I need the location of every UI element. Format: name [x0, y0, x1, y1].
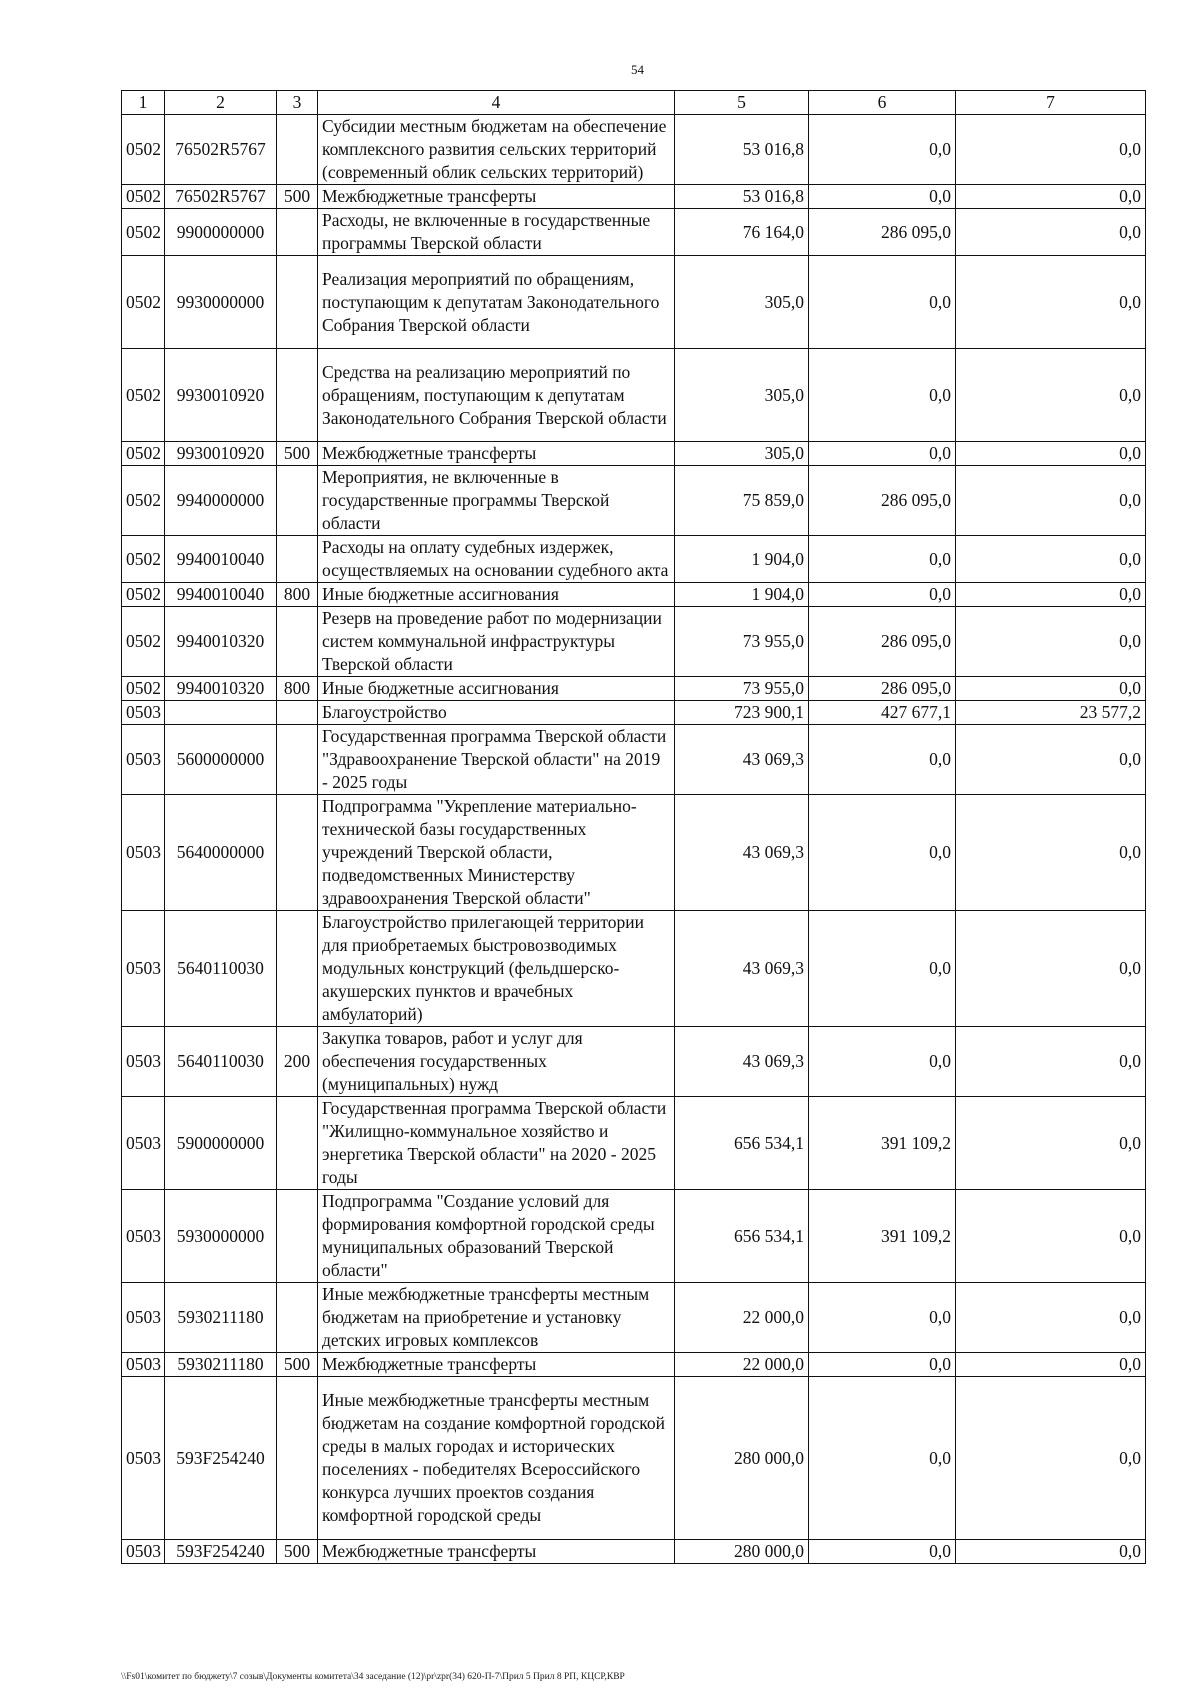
value-col7-cell: 0,0 [956, 583, 1146, 607]
col-header: 1 [122, 91, 165, 115]
target-article-cell: 5600000000 [165, 725, 277, 795]
table-row [122, 466, 1146, 536]
value-col6-cell: 0,0 [809, 1283, 956, 1353]
budget-table [121, 90, 1146, 1564]
item-name-cell: Подпрограмма "Создание условий для формирования комфортной городской среды муниципальных образований Тверской области" [318, 1190, 675, 1283]
item-name-cell: Субсидии местным бюджетам на обеспечение комплексного развития сельских территорий (современный облик сельских территорий) [318, 115, 675, 185]
value-col5-cell: 280 000,0 [675, 1377, 809, 1540]
section-code-cell: 0503 [122, 1027, 165, 1097]
section-code-cell: 0503 [122, 725, 165, 795]
item-name-cell: Иные бюджетные ассигнования [318, 677, 675, 701]
value-col6-cell: 0,0 [809, 1540, 956, 1564]
item-name-cell: Иные бюджетные ассигнования [318, 583, 675, 607]
value-col6-cell: 0,0 [809, 1027, 956, 1097]
target-article-cell: 9940010320 [165, 607, 277, 677]
target-article-cell: 5640110030 [165, 1027, 277, 1097]
value-col6-cell: 286 095,0 [809, 607, 956, 677]
table-row [122, 701, 1146, 725]
value-col7-cell: 0,0 [956, 256, 1146, 349]
value-col6-cell: 286 095,0 [809, 677, 956, 701]
target-article-cell: 76502R5767 [165, 115, 277, 185]
value-col6-cell: 0,0 [809, 1377, 956, 1540]
value-col7-cell: 0,0 [956, 1540, 1146, 1564]
section-code-cell: 0502 [122, 466, 165, 536]
value-col6-cell: 391 109,2 [809, 1190, 956, 1283]
table-body [122, 115, 1146, 1564]
expense-type-cell [277, 1097, 318, 1190]
section-code-cell: 0503 [122, 701, 165, 725]
value-col7-cell: 0,0 [956, 536, 1146, 583]
item-name-cell: Иные межбюджетные трансферты местным бюджетам на приобретение и установку детских игровых комплексов [318, 1283, 675, 1353]
value-col7-cell: 0,0 [956, 1097, 1146, 1190]
value-col7-cell: 0,0 [956, 1353, 1146, 1377]
section-code-cell: 0502 [122, 185, 165, 209]
value-col5-cell: 656 534,1 [675, 1097, 809, 1190]
item-name-cell: Государственная программа Тверской области "Жилищно-коммунальное хозяйство и энергетика Тверской области" на 2020 - 2025 годы [318, 1097, 675, 1190]
expense-type-cell: 800 [277, 677, 318, 701]
section-code-cell: 0502 [122, 442, 165, 466]
value-col7-cell: 0,0 [956, 1377, 1146, 1540]
item-name-cell: Межбюджетные трансферты [318, 185, 675, 209]
section-code-cell: 0503 [122, 1353, 165, 1377]
value-col6-cell: 286 095,0 [809, 466, 956, 536]
table-row [122, 1353, 1146, 1377]
target-article-cell: 9930010920 [165, 442, 277, 466]
section-code-cell: 0503 [122, 1540, 165, 1564]
value-col5-cell: 43 069,3 [675, 1027, 809, 1097]
section-code-cell: 0503 [122, 1190, 165, 1283]
table-row [122, 1027, 1146, 1097]
value-col7-cell: 23 577,2 [956, 701, 1146, 725]
value-col6-cell: 391 109,2 [809, 1097, 956, 1190]
target-article-cell: 9940000000 [165, 466, 277, 536]
value-col5-cell: 1 904,0 [675, 536, 809, 583]
value-col7-cell: 0,0 [956, 466, 1146, 536]
value-col5-cell: 43 069,3 [675, 911, 809, 1027]
value-col6-cell: 0,0 [809, 115, 956, 185]
item-name-cell: Подпрограмма "Укрепление материально-технической базы государственных учреждений Тверской области, подведомственных Министерству здравоохранения Тверской области" [318, 795, 675, 911]
value-col7-cell: 0,0 [956, 115, 1146, 185]
expense-type-cell [277, 466, 318, 536]
value-col5-cell: 22 000,0 [675, 1353, 809, 1377]
item-name-cell: Закупка товаров, работ и услуг для обеспечения государственных (муниципальных) нужд [318, 1027, 675, 1097]
value-col6-cell: 0,0 [809, 795, 956, 911]
value-col6-cell: 0,0 [809, 583, 956, 607]
target-article-cell [165, 701, 277, 725]
expense-type-cell: 200 [277, 1027, 318, 1097]
table-row [122, 1097, 1146, 1190]
value-col7-cell: 0,0 [956, 677, 1146, 701]
expense-type-cell [277, 1377, 318, 1540]
table-row [122, 607, 1146, 677]
table-row [122, 209, 1146, 256]
col-header: 6 [809, 91, 956, 115]
expense-type-cell [277, 209, 318, 256]
target-article-cell: 593F254240 [165, 1540, 277, 1564]
expense-type-cell [277, 701, 318, 725]
table-row [122, 911, 1146, 1027]
expense-type-cell [277, 115, 318, 185]
section-code-cell: 0503 [122, 1377, 165, 1540]
item-name-cell: Средства на реализацию мероприятий по обращениям, поступающим к депутатам Законодательного Собрания Тверской области [318, 349, 675, 442]
value-col7-cell: 0,0 [956, 349, 1146, 442]
expense-type-cell: 500 [277, 1540, 318, 1564]
section-code-cell: 0503 [122, 1097, 165, 1190]
item-name-cell: Реализация мероприятий по обращениям, поступающим к депутатам Законодательного Собрания Тверской области [318, 256, 675, 349]
value-col7-cell: 0,0 [956, 607, 1146, 677]
col-header: 2 [165, 91, 277, 115]
value-col6-cell: 0,0 [809, 1353, 956, 1377]
expense-type-cell [277, 536, 318, 583]
col-header: 4 [318, 91, 675, 115]
table-row [122, 1377, 1146, 1540]
value-col7-cell: 0,0 [956, 209, 1146, 256]
expense-type-cell [277, 725, 318, 795]
item-name-cell: Мероприятия, не включенные в государственные программы Тверской области [318, 466, 675, 536]
target-article-cell: 593F254240 [165, 1377, 277, 1540]
target-article-cell: 5930211180 [165, 1283, 277, 1353]
section-code-cell: 0503 [122, 795, 165, 911]
value-col6-cell: 427 677,1 [809, 701, 956, 725]
value-col7-cell: 0,0 [956, 725, 1146, 795]
section-code-cell: 0503 [122, 1283, 165, 1353]
item-name-cell: Благоустройство прилегающей территории для приобретаемых быстровозводимых модульных конструкций (фельдшерско-акушерских пунктов и врачебных амбулаторий) [318, 911, 675, 1027]
value-col5-cell: 76 164,0 [675, 209, 809, 256]
value-col7-cell: 0,0 [956, 1027, 1146, 1097]
value-col5-cell: 723 900,1 [675, 701, 809, 725]
value-col5-cell: 305,0 [675, 442, 809, 466]
section-code-cell: 0502 [122, 583, 165, 607]
value-col6-cell: 0,0 [809, 442, 956, 466]
item-name-cell: Иные межбюджетные трансферты местным бюджетам на создание комфортной городской среды в малых городах и исторических поселениях - победителях Всероссийского конкурса лучших проектов создания комфортной городской среды [318, 1377, 675, 1540]
value-col5-cell: 53 016,8 [675, 115, 809, 185]
section-code-cell: 0502 [122, 607, 165, 677]
target-article-cell: 9940010040 [165, 583, 277, 607]
target-article-cell: 5900000000 [165, 1097, 277, 1190]
table-row [122, 442, 1146, 466]
header-row [122, 91, 1146, 115]
section-code-cell: 0503 [122, 911, 165, 1027]
section-code-cell: 0502 [122, 536, 165, 583]
item-name-cell: Благоустройство [318, 701, 675, 725]
target-article-cell: 9900000000 [165, 209, 277, 256]
col-header: 7 [956, 91, 1146, 115]
target-article-cell: 9940010040 [165, 536, 277, 583]
target-article-cell: 5640110030 [165, 911, 277, 1027]
target-article-cell: 9930000000 [165, 256, 277, 349]
expense-type-cell: 500 [277, 1353, 318, 1377]
item-name-cell: Расходы на оплату судебных издержек, осуществляемых на основании судебного акта [318, 536, 675, 583]
table-row [122, 115, 1146, 185]
expense-type-cell [277, 1283, 318, 1353]
expense-type-cell [277, 607, 318, 677]
table-row [122, 349, 1146, 442]
table-row [122, 1283, 1146, 1353]
value-col7-cell: 0,0 [956, 795, 1146, 911]
item-name-cell: Расходы, не включенные в государственные программы Тверской области [318, 209, 675, 256]
expense-type-cell [277, 1190, 318, 1283]
item-name-cell: Межбюджетные трансферты [318, 1353, 675, 1377]
col-header: 3 [277, 91, 318, 115]
expense-type-cell [277, 911, 318, 1027]
value-col6-cell: 286 095,0 [809, 209, 956, 256]
footer-file-path: \\Fs01\комитет по бюджету\7 созыв\Документы комитета\34 заседание (12)\pr\zpr(34) 620-П-7\Прил 5 Прил 8 РП, КЦСР,КВР [121, 1672, 625, 1682]
table-row [122, 795, 1146, 911]
value-col5-cell: 43 069,3 [675, 725, 809, 795]
target-article-cell: 9930010920 [165, 349, 277, 442]
table-row [122, 1190, 1146, 1283]
value-col5-cell: 73 955,0 [675, 607, 809, 677]
table-row [122, 536, 1146, 583]
page-number: 54 [631, 62, 644, 77]
table-row [122, 583, 1146, 607]
expense-type-cell: 500 [277, 185, 318, 209]
target-article-cell: 5930211180 [165, 1353, 277, 1377]
table-row [122, 677, 1146, 701]
value-col6-cell: 0,0 [809, 349, 956, 442]
value-col5-cell: 22 000,0 [675, 1283, 809, 1353]
table-row [122, 256, 1146, 349]
expense-type-cell [277, 349, 318, 442]
value-col6-cell: 0,0 [809, 185, 956, 209]
value-col5-cell: 305,0 [675, 349, 809, 442]
value-col5-cell: 656 534,1 [675, 1190, 809, 1283]
table-row [122, 185, 1146, 209]
value-col5-cell: 75 859,0 [675, 466, 809, 536]
value-col5-cell: 280 000,0 [675, 1540, 809, 1564]
item-name-cell: Государственная программа Тверской области "Здравоохранение Тверской области" на 2019 - 2025 годы [318, 725, 675, 795]
value-col5-cell: 73 955,0 [675, 677, 809, 701]
item-name-cell: Межбюджетные трансферты [318, 1540, 675, 1564]
table-row [122, 1540, 1146, 1564]
value-col7-cell: 0,0 [956, 1190, 1146, 1283]
section-code-cell: 0502 [122, 349, 165, 442]
value-col5-cell: 43 069,3 [675, 795, 809, 911]
value-col5-cell: 1 904,0 [675, 583, 809, 607]
expense-type-cell: 500 [277, 442, 318, 466]
expense-type-cell: 800 [277, 583, 318, 607]
section-code-cell: 0502 [122, 209, 165, 256]
value-col7-cell: 0,0 [956, 911, 1146, 1027]
item-name-cell: Межбюджетные трансферты [318, 442, 675, 466]
value-col7-cell: 0,0 [956, 442, 1146, 466]
value-col6-cell: 0,0 [809, 536, 956, 583]
target-article-cell: 9940010320 [165, 677, 277, 701]
target-article-cell: 5640000000 [165, 795, 277, 911]
value-col5-cell: 53 016,8 [675, 185, 809, 209]
value-col6-cell: 0,0 [809, 256, 956, 349]
section-code-cell: 0502 [122, 677, 165, 701]
value-col6-cell: 0,0 [809, 725, 956, 795]
value-col7-cell: 0,0 [956, 185, 1146, 209]
item-name-cell: Резерв на проведение работ по модернизации систем коммунальной инфраструктуры Тверской области [318, 607, 675, 677]
target-article-cell: 5930000000 [165, 1190, 277, 1283]
section-code-cell: 0502 [122, 256, 165, 349]
expense-type-cell [277, 795, 318, 911]
section-code-cell: 0502 [122, 115, 165, 185]
value-col5-cell: 305,0 [675, 256, 809, 349]
table-row [122, 725, 1146, 795]
col-header: 5 [675, 91, 809, 115]
value-col6-cell: 0,0 [809, 911, 956, 1027]
target-article-cell: 76502R5767 [165, 185, 277, 209]
expense-type-cell [277, 256, 318, 349]
value-col7-cell: 0,0 [956, 1283, 1146, 1353]
